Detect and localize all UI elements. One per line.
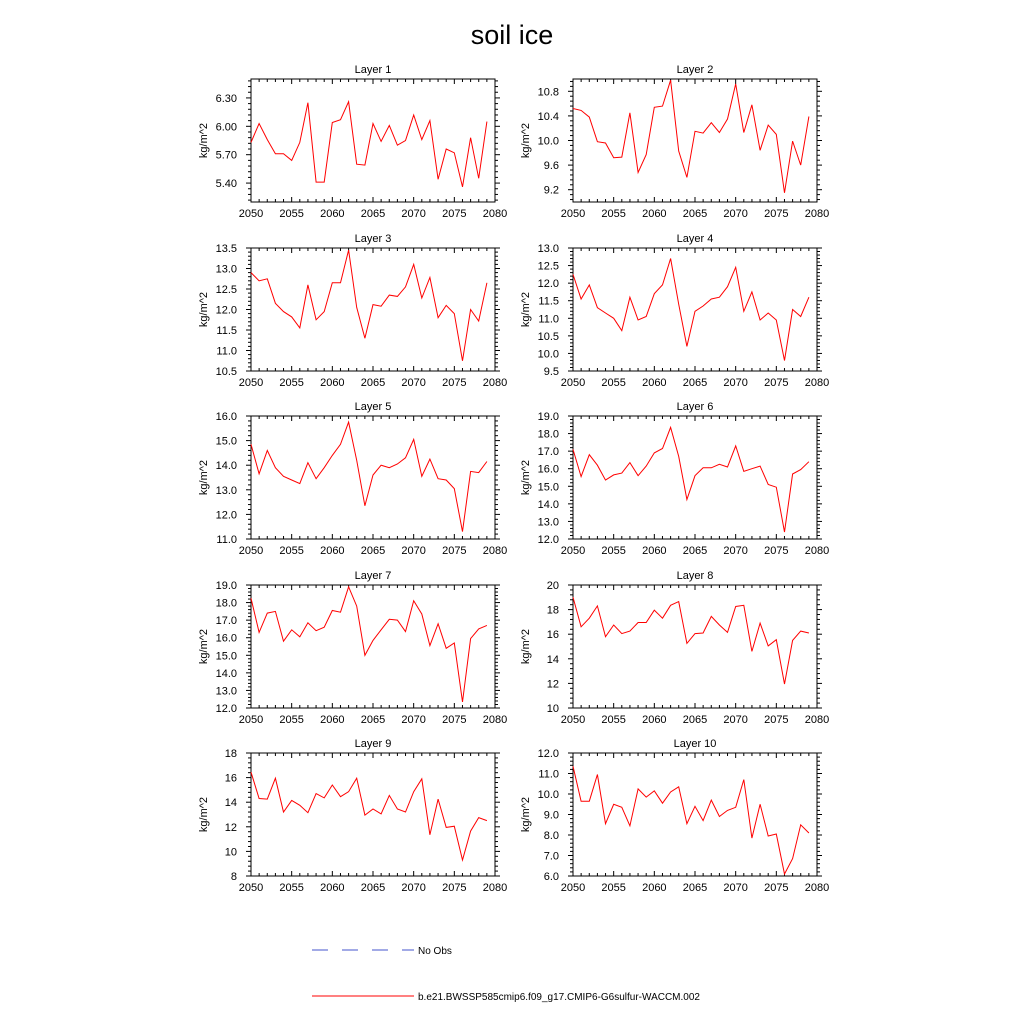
- panel-title: Layer 5: [354, 401, 392, 413]
- panel-title: Layer 10: [673, 738, 717, 750]
- x-tick-label: 2065: [682, 882, 708, 894]
- x-tick-label: 2055: [279, 377, 304, 389]
- x-tick-label: 2050: [238, 714, 264, 726]
- y-tick-label: 10.5: [215, 366, 237, 378]
- y-tick-label: 8.0: [543, 830, 559, 842]
- x-tick-label: 2060: [320, 882, 345, 894]
- y-tick-label: 13.0: [215, 685, 237, 698]
- x-tick-label: 2075: [764, 208, 789, 220]
- y-tick-label: 19.0: [215, 580, 237, 592]
- series-line: [251, 250, 487, 361]
- x-tick-label: 2050: [238, 208, 264, 220]
- y-tick-label: 12.0: [537, 748, 559, 760]
- x-tick-label: 2065: [682, 208, 708, 220]
- x-tick-label: 2055: [601, 208, 626, 220]
- y-tick-label: 14.0: [537, 498, 559, 511]
- panel-title: Layer 2: [676, 64, 714, 76]
- y-tick-label: 15.0: [537, 481, 559, 494]
- y-tick-label: 16.0: [215, 632, 237, 645]
- x-tick-label: 2055: [279, 714, 304, 726]
- x-tick-label: 2060: [642, 377, 667, 389]
- x-tick-label: 2080: [804, 545, 830, 557]
- y-tick-label: 11.5: [538, 295, 559, 308]
- plot-frame: [251, 753, 495, 876]
- x-tick-label: 2065: [360, 882, 386, 894]
- y-tick-label: 20: [546, 580, 559, 592]
- plot-frame: [573, 79, 817, 202]
- x-tick-label: 2075: [442, 714, 467, 726]
- y-tick-label: 17.0: [537, 446, 559, 459]
- y-tick-label: 7.0: [543, 850, 559, 863]
- y-tick-label: 13.0: [215, 484, 237, 497]
- plot-frame: [251, 79, 495, 202]
- x-tick-label: 2060: [320, 545, 345, 557]
- x-tick-label: 2075: [764, 377, 789, 389]
- y-tick-label: 11.0: [216, 345, 237, 358]
- x-tick-label: 2075: [442, 545, 467, 557]
- panel-layer-7: [198, 570, 507, 726]
- x-tick-label: 2070: [723, 545, 748, 557]
- panel-layer-1: [198, 64, 507, 220]
- y-tick-label: 18.0: [537, 428, 559, 441]
- y-tick-label: 14: [546, 653, 559, 666]
- x-tick-label: 2055: [279, 208, 304, 220]
- x-tick-label: 2060: [320, 714, 345, 726]
- x-tick-label: 2080: [482, 208, 508, 220]
- x-tick-label: 2070: [723, 208, 748, 220]
- y-tick-label: 16: [224, 772, 237, 785]
- x-tick-label: 2055: [279, 882, 304, 894]
- y-axis-label: kg/m^2: [198, 628, 210, 665]
- y-tick-label: 12: [546, 678, 559, 691]
- series-line: [251, 422, 487, 531]
- y-axis-label: kg/m^2: [520, 628, 532, 665]
- panel-title: Layer 1: [354, 64, 392, 76]
- x-tick-label: 2055: [279, 545, 304, 557]
- panel-layer-10: [520, 738, 829, 894]
- x-tick-label: 2080: [482, 377, 508, 389]
- x-tick-label: 2055: [601, 377, 626, 389]
- y-tick-label: 10.0: [537, 348, 559, 361]
- series-line: [573, 427, 809, 532]
- x-tick-label: 2060: [320, 377, 345, 389]
- y-tick-label: 9.6: [543, 160, 559, 173]
- y-axis-label: kg/m^2: [198, 796, 210, 833]
- x-tick-label: 2070: [723, 377, 748, 389]
- plot-frame: [251, 585, 495, 708]
- x-tick-label: 2080: [482, 714, 508, 726]
- y-axis-label: kg/m^2: [520, 291, 532, 328]
- x-tick-label: 2050: [238, 882, 264, 894]
- x-tick-label: 2060: [642, 545, 667, 557]
- legend-label-model: b.e21.BWSSP585cmip6.f09_g17.CMIP6-G6sulfur-WACCM.002: [418, 992, 700, 1003]
- y-tick-label: 14: [224, 797, 237, 810]
- y-axis-label: kg/m^2: [198, 459, 210, 496]
- panel-layer-6: [520, 401, 829, 557]
- series-line: [251, 772, 487, 860]
- series-line: [251, 587, 487, 702]
- x-tick-label: 2075: [442, 882, 467, 894]
- y-tick-label: 12.0: [537, 278, 559, 291]
- panels: [198, 64, 829, 894]
- x-tick-label: 2050: [560, 545, 586, 557]
- series-line: [573, 597, 809, 684]
- y-tick-label: 10.8: [537, 86, 559, 99]
- x-tick-label: 2070: [723, 714, 748, 726]
- x-tick-label: 2050: [238, 545, 264, 557]
- y-tick-label: 6.00: [215, 121, 237, 134]
- x-tick-label: 2080: [482, 545, 508, 557]
- y-tick-label: 13.5: [215, 243, 237, 255]
- x-tick-label: 2050: [560, 208, 586, 220]
- y-tick-label: 9.2: [543, 184, 559, 197]
- y-tick-label: 12.5: [215, 284, 237, 296]
- x-tick-label: 2065: [360, 714, 386, 726]
- legend-label-no-obs: No Obs: [418, 946, 452, 957]
- figure-title: soil ice: [470, 20, 554, 50]
- x-tick-label: 2065: [682, 714, 708, 726]
- panel-layer-4: [520, 233, 829, 389]
- plot-frame: [573, 248, 817, 371]
- y-tick-label: 14.0: [215, 460, 237, 473]
- x-tick-label: 2055: [601, 882, 626, 894]
- y-tick-label: 5.40: [215, 178, 237, 191]
- x-tick-label: 2080: [804, 882, 830, 894]
- y-tick-label: 11.0: [216, 534, 237, 546]
- x-tick-label: 2080: [804, 208, 830, 220]
- x-tick-label: 2055: [601, 545, 626, 557]
- x-tick-label: 2050: [560, 714, 586, 726]
- y-axis-label: kg/m^2: [520, 459, 532, 496]
- panel-title: Layer 8: [676, 570, 714, 582]
- y-axis-label: kg/m^2: [198, 291, 210, 328]
- x-tick-label: 2075: [764, 714, 789, 726]
- y-tick-label: 5.70: [215, 149, 237, 162]
- x-tick-label: 2065: [682, 377, 708, 389]
- series-line: [573, 259, 809, 361]
- x-tick-label: 2070: [401, 545, 426, 557]
- x-tick-label: 2065: [360, 545, 386, 557]
- x-tick-label: 2075: [764, 882, 789, 894]
- x-tick-label: 2050: [560, 377, 586, 389]
- x-tick-label: 2075: [442, 377, 467, 389]
- y-tick-label: 6.0: [543, 871, 559, 883]
- y-tick-label: 18: [546, 604, 559, 617]
- panel-title: Layer 4: [676, 233, 714, 245]
- x-tick-label: 2070: [723, 882, 748, 894]
- y-tick-label: 13.0: [537, 243, 559, 255]
- x-tick-label: 2060: [642, 882, 667, 894]
- y-tick-label: 19.0: [537, 411, 559, 423]
- plot-frame: [251, 416, 495, 539]
- x-tick-label: 2060: [642, 208, 667, 220]
- x-tick-label: 2060: [320, 208, 345, 220]
- plot-frame: [573, 585, 817, 708]
- y-tick-label: 8: [230, 871, 237, 883]
- y-tick-label: 10: [546, 703, 559, 715]
- y-tick-label: 12.0: [537, 534, 559, 546]
- y-tick-label: 14.0: [215, 667, 237, 680]
- y-axis-label: kg/m^2: [520, 796, 532, 833]
- x-tick-label: 2050: [560, 882, 586, 894]
- panel-title: Layer 9: [354, 738, 392, 750]
- x-tick-label: 2070: [401, 208, 426, 220]
- y-axis-label: kg/m^2: [198, 122, 210, 159]
- y-tick-label: 17.0: [215, 615, 237, 628]
- x-tick-label: 2060: [642, 714, 667, 726]
- plot-frame: [251, 248, 495, 371]
- x-tick-label: 2065: [360, 377, 386, 389]
- x-tick-label: 2075: [764, 545, 789, 557]
- y-tick-label: 10.0: [537, 789, 559, 801]
- y-tick-label: 18: [224, 748, 237, 760]
- y-tick-label: 12.5: [537, 260, 559, 273]
- panel-layer-3: [198, 233, 507, 389]
- x-tick-label: 2075: [442, 208, 467, 220]
- y-tick-label: 9.5: [543, 366, 559, 378]
- y-tick-label: 9.0: [543, 809, 559, 822]
- x-tick-label: 2055: [601, 714, 626, 726]
- y-tick-label: 6.30: [215, 92, 237, 105]
- y-tick-label: 12: [224, 821, 237, 834]
- y-tick-label: 12.0: [215, 304, 237, 317]
- y-tick-label: 12.0: [215, 703, 237, 715]
- y-tick-label: 16: [546, 629, 559, 642]
- x-tick-label: 2080: [482, 882, 508, 894]
- panel-layer-5: [198, 401, 507, 557]
- x-tick-label: 2070: [401, 714, 426, 726]
- series-line: [573, 766, 809, 874]
- y-tick-label: 13.0: [537, 516, 559, 529]
- x-tick-label: 2070: [401, 377, 426, 389]
- y-tick-label: 15.0: [215, 650, 237, 663]
- series-line: [573, 80, 809, 193]
- y-tick-label: 16.0: [537, 463, 559, 476]
- panel-title: Layer 7: [354, 570, 392, 582]
- x-tick-label: 2050: [238, 377, 264, 389]
- x-tick-label: 2080: [804, 377, 830, 389]
- y-tick-label: 13.0: [215, 263, 237, 276]
- y-tick-label: 15.0: [215, 435, 237, 448]
- series-line: [251, 102, 487, 187]
- panel-layer-9: [198, 738, 507, 894]
- y-tick-label: 11.0: [538, 313, 559, 326]
- panel-layer-8: [520, 570, 829, 726]
- y-tick-label: 12.0: [215, 509, 237, 522]
- y-tick-label: 10: [224, 846, 237, 859]
- y-tick-label: 18.0: [215, 597, 237, 610]
- y-axis-label: kg/m^2: [520, 122, 532, 159]
- x-tick-label: 2080: [804, 714, 830, 726]
- y-tick-label: 16.0: [215, 411, 237, 423]
- panel-layer-2: [520, 64, 829, 220]
- panel-title: Layer 3: [354, 233, 392, 245]
- y-tick-label: 11.5: [216, 325, 237, 337]
- y-tick-label: 10.0: [537, 135, 559, 148]
- x-tick-label: 2070: [401, 882, 426, 894]
- x-tick-label: 2065: [682, 545, 708, 557]
- y-tick-label: 10.4: [537, 110, 559, 123]
- y-tick-label: 10.5: [537, 330, 559, 343]
- legend: [312, 946, 700, 1003]
- x-tick-label: 2065: [360, 208, 386, 220]
- y-tick-label: 11.0: [538, 768, 559, 781]
- panel-title: Layer 6: [676, 401, 714, 413]
